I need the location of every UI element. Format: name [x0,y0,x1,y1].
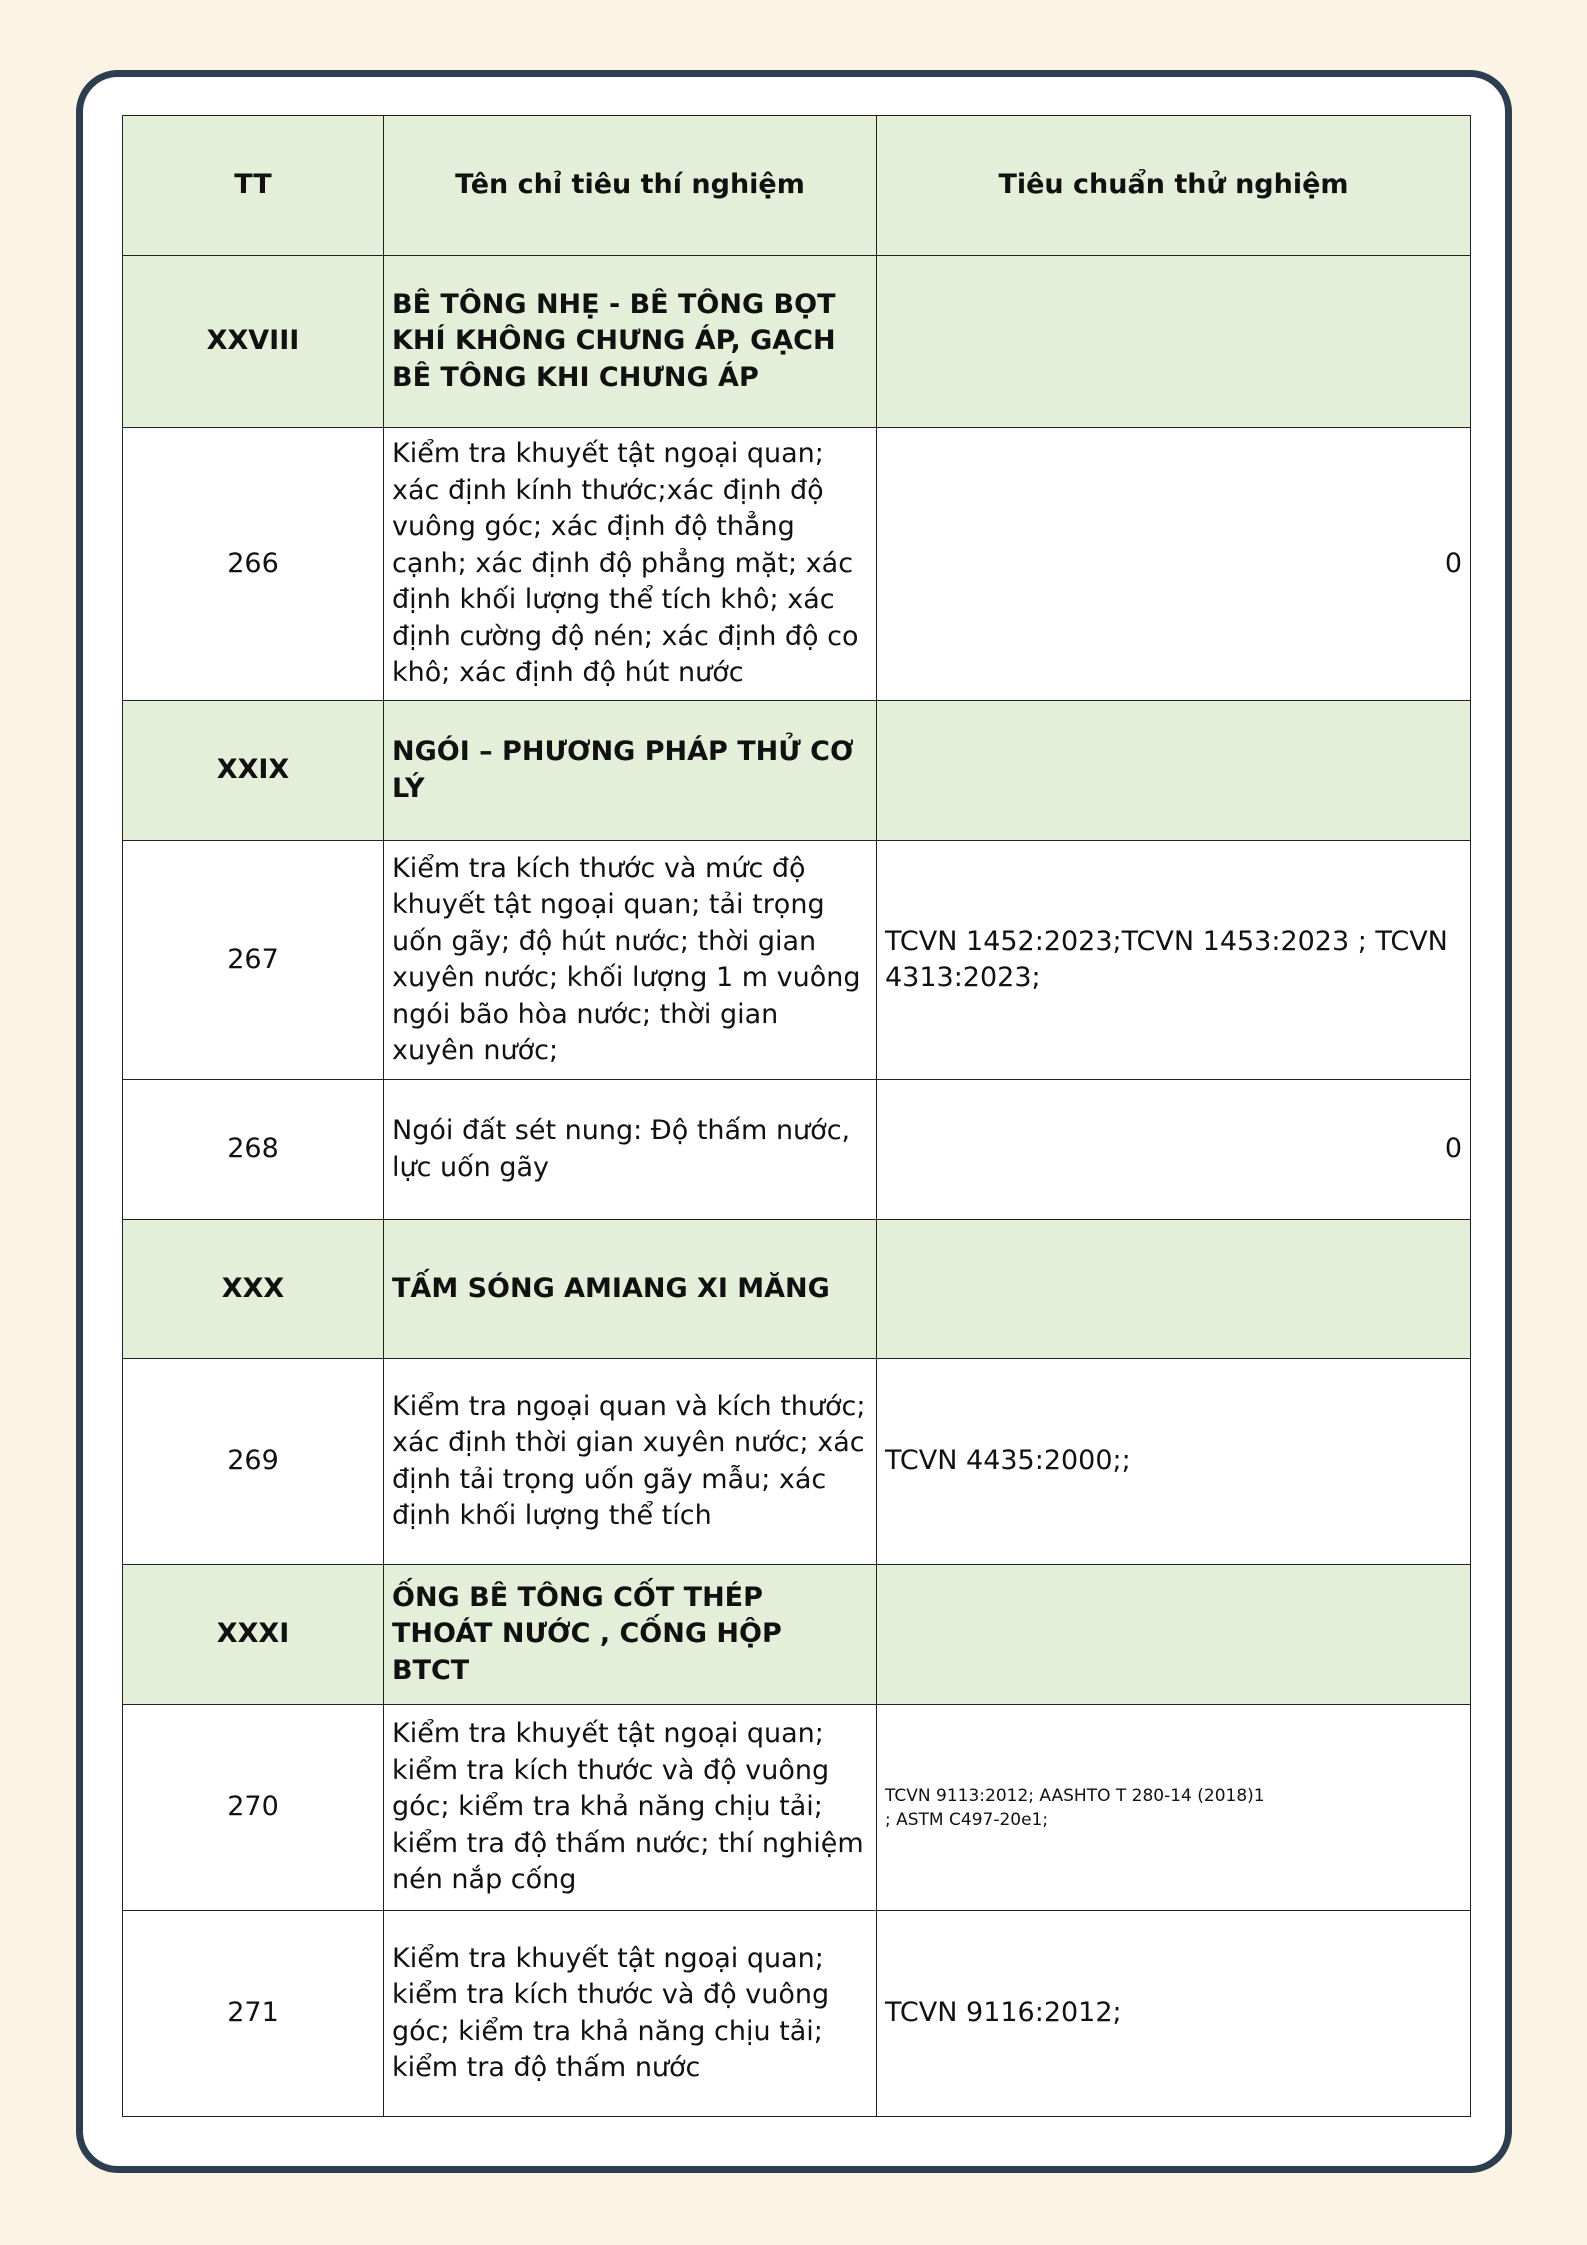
row-name: Ngói đất sét nung: Độ thấm nước, lực uốn gãy [384,1080,877,1220]
header-test-standard: Tiêu chuẩn thử nghiệm [877,116,1471,256]
row-name: ỐNG BÊ TÔNG CỐT THÉP THOÁT NƯỚC , CỐNG HỘP BTCT [384,1565,877,1705]
table-row [123,1911,1471,2117]
row-standard [877,701,1471,841]
row-name: TẤM SÓNG AMIANG XI MĂNG [384,1220,877,1359]
row-tt: XXVIII [123,256,384,428]
row-tt: XXXI [123,1565,384,1705]
test-standards-table [122,115,1471,2117]
row-standard: TCVN 9113:2012; AASHTO T 280-14 (2018)1 ; ASTM C497-20e1; [877,1705,1471,1911]
row-standard: TCVN 9116:2012; [877,1911,1471,2117]
row-standard: 0 [877,1080,1471,1220]
row-standard: 0 [877,428,1471,701]
row-tt: 270 [123,1705,384,1911]
row-standard [877,256,1471,428]
row-name: Kiểm tra ngoại quan và kích thước; xác định thời gian xuyên nước; xác định tải trọng uốn gãy mẫu; xác định khối lượng thể tích [384,1359,877,1565]
section-row [123,701,1471,841]
table-row [123,1359,1471,1565]
row-name: BÊ TÔNG NHẸ - BÊ TÔNG BỌT KHÍ KHÔNG CHƯNG ÁP, GẠCH BÊ TÔNG KHI CHƯNG ÁP [384,256,877,428]
row-standard: TCVN 4435:2000;; [877,1359,1471,1565]
row-name: Kiểm tra kích thước và mức độ khuyết tật ngoại quan; tải trọng uốn gãy; độ hút nước; thời gian xuyên nước; khối lượng 1 m vuông ngói bão hòa nước; thời gian xuyên nước; [384,841,877,1080]
row-tt: 271 [123,1911,384,2117]
table-row [123,428,1471,701]
row-name: Kiểm tra khuyết tật ngoại quan; kiểm tra kích thước và độ vuông góc; kiểm tra khả năng chịu tải; kiểm tra độ thấm nước; thí nghiệm nén nắp cống [384,1705,877,1911]
row-tt: XXX [123,1220,384,1359]
row-tt: 267 [123,841,384,1080]
header-test-name: Tên chỉ tiêu thí nghiệm [384,116,877,256]
table-header-row [123,116,1471,256]
row-tt: 266 [123,428,384,701]
row-tt: 268 [123,1080,384,1220]
row-standard [877,1565,1471,1705]
section-row [123,1220,1471,1359]
table-row [123,1705,1471,1911]
table-row [123,841,1471,1080]
row-name: Kiểm tra khuyết tật ngoại quan; kiểm tra kích thước và độ vuông góc; kiểm tra khả năng chịu tải; kiểm tra độ thấm nước [384,1911,877,2117]
row-standard [877,1220,1471,1359]
row-tt: 269 [123,1359,384,1565]
row-name: Kiểm tra khuyết tật ngoại quan; xác định kính thước;xác định độ vuông góc; xác định độ thẳng cạnh; xác định độ phẳng mặt; xác định khối lượng thể tích khô; xác định cường độ nén; xác định độ co khô; xác định độ hút nước [384,428,877,701]
row-name: NGÓI – PHƯƠNG PHÁP THỬ CƠ LÝ [384,701,877,841]
section-row [123,1565,1471,1705]
section-row [123,256,1471,428]
row-tt: XXIX [123,701,384,841]
table-row [123,1080,1471,1220]
header-tt: TT [123,116,384,256]
row-standard: TCVN 1452:2023;TCVN 1453:2023 ; TCVN 4313:2023; [877,841,1471,1080]
